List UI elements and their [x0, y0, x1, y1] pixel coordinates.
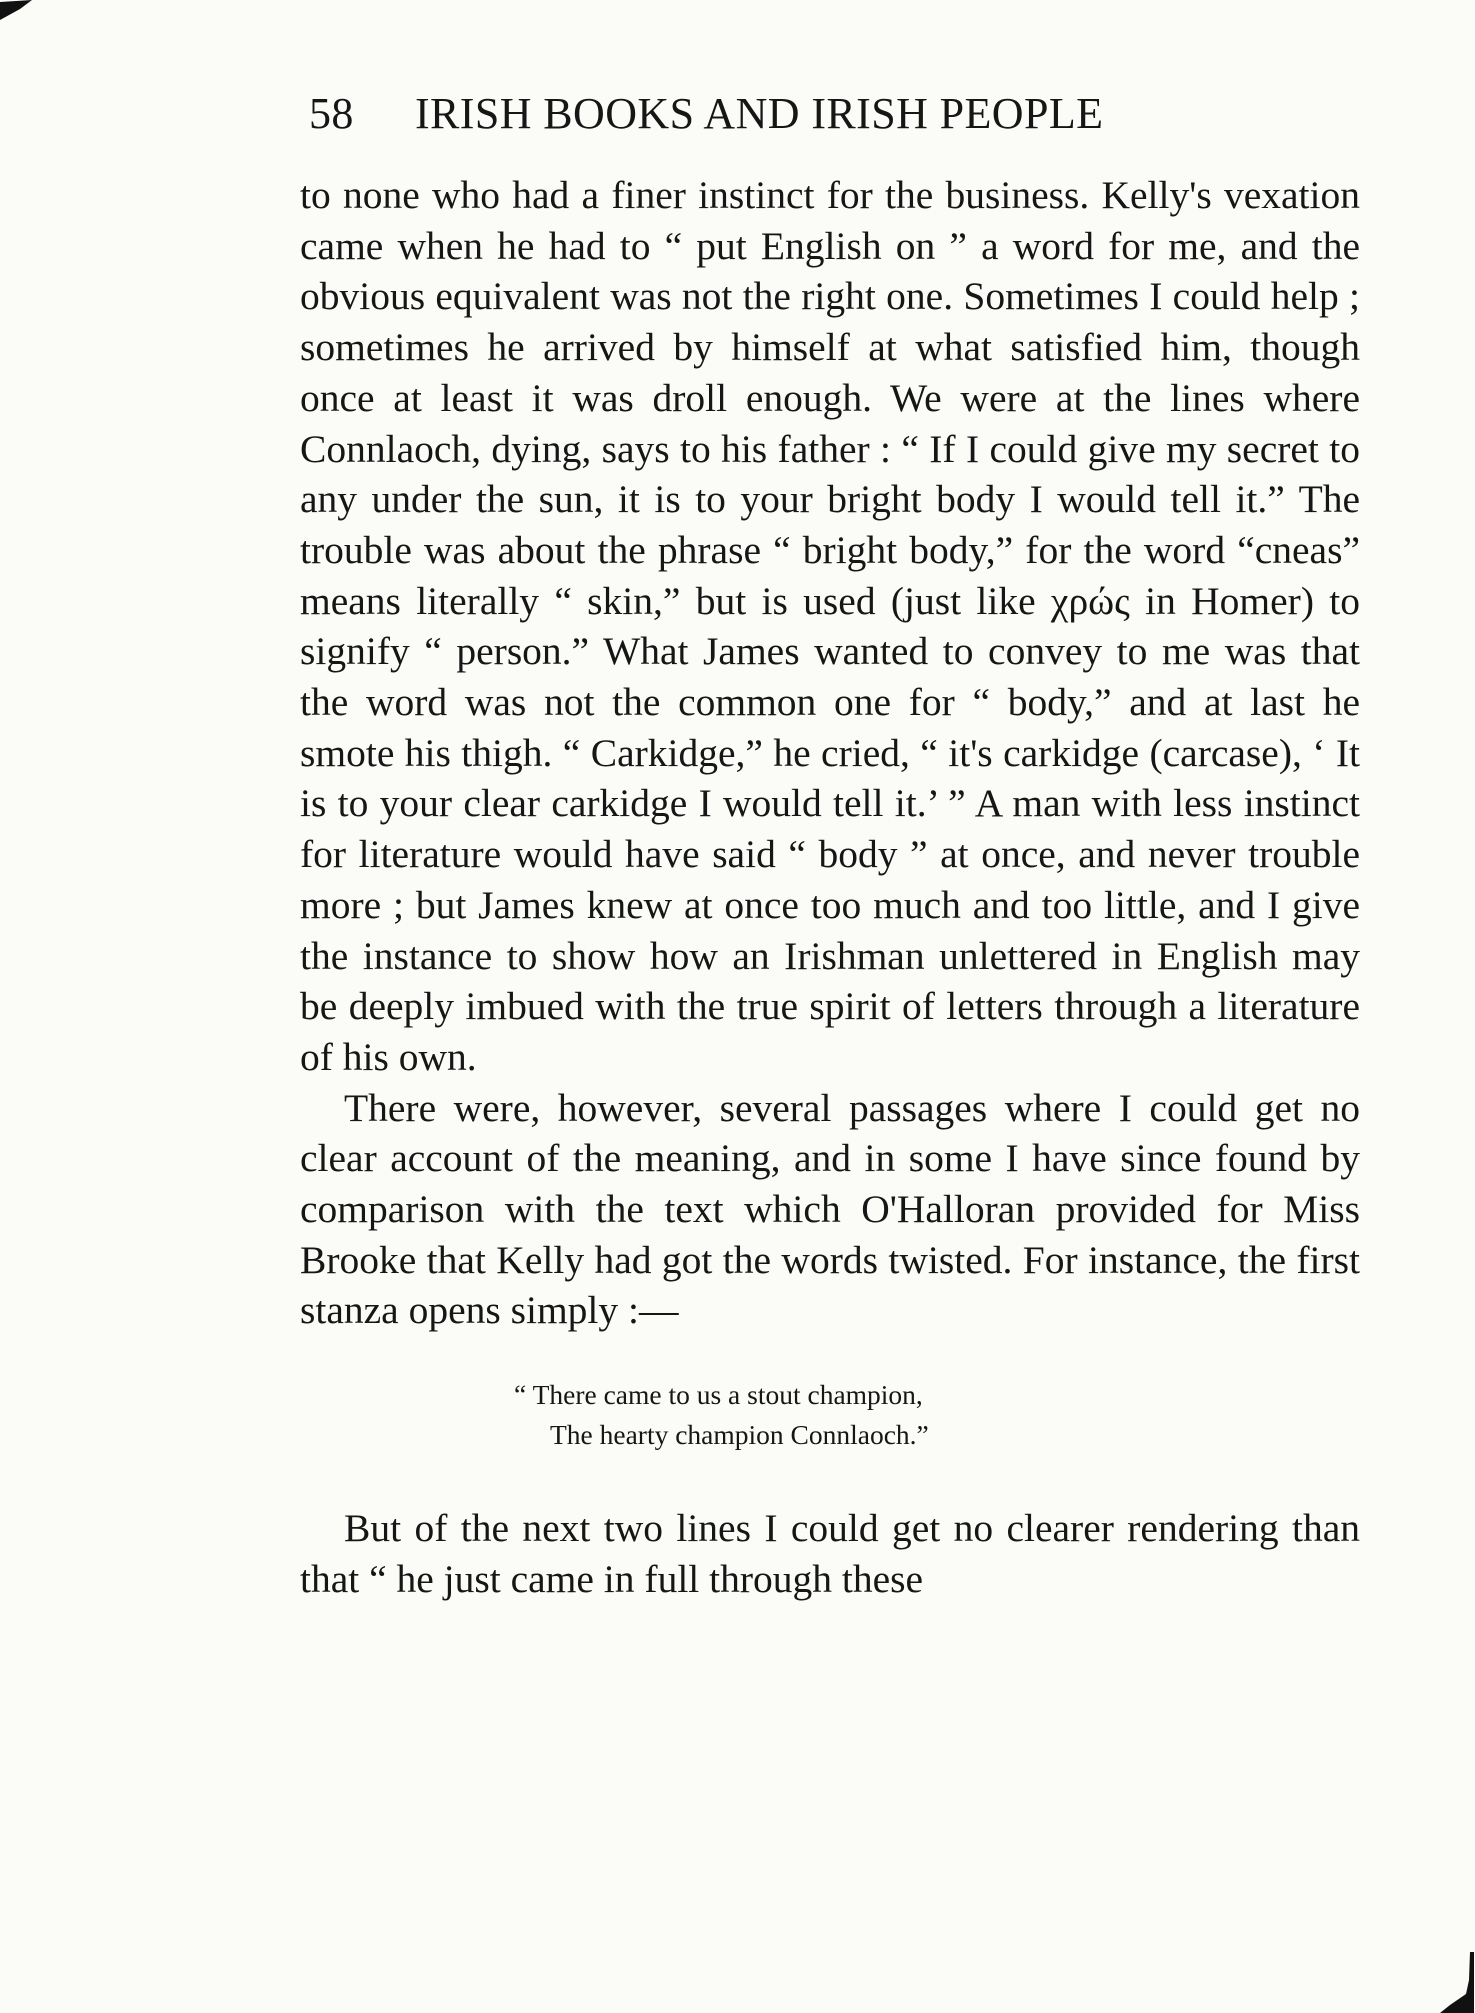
- paragraph: But of the next two lines I could get no clearer rendering than that “ he just came in full through these: [300, 1506, 1360, 1601]
- running-title: IRISH BOOKS AND IRISH PEOPLE: [415, 89, 1104, 138]
- paragraph: There were, however, several passages where I could get no clear account of the meaning, and in some I have since found by comparison with the text which O'Halloran provided for Miss Brooke that Kelly had got the words twisted. For instance, the first stanza opens simply :—: [300, 1085, 1360, 1333]
- running-head: [309, 86, 1359, 142]
- body-text: [300, 170, 1360, 1605]
- page-number: 58: [309, 89, 354, 138]
- bottom-right-page-corner-mark: [1436, 1950, 1475, 2013]
- top-left-page-corner-mark: [0, 0, 34, 22]
- verse-line: “ There came to us a stout champion,: [514, 1379, 923, 1411]
- paragraph: to none who had a finer instinct for the business. Kelly's vexation came when he had to “ put English on ” a word for me, and the obvious equivalent was not the right one. Sometimes I could help ; sometimes he arrived by himself at what satisfied him, though once at least it was droll enough. We were at the lines where Connlaoch, dying, says to his father : “ If I could give my secret to any under the sun, it is to your bright body I would tell it.” The trouble was about the phrase “ bright body,” for the word “cneas” means literally “ skin,” but is used (just like χρώς in Homer) to signify “ person.” What James wanted to convey to me was that the word was not the common one for “ body,” and at last he smote his thigh. “ Carkidge,” he cried, “ it's carkidge (carcase), ‘ It is to your clear carkidge I would tell it.’ ” A man with less instinct for literature would have said “ body ” at once, and never trouble more ; but James knew at once too much and too little, and I give the instance to show how an Irishman unlettered in English may be deeply imbued with the true spirit of letters through a literature of his own.: [300, 173, 1360, 1079]
- verse-quotation: [514, 1375, 1360, 1455]
- verse-line: The hearty champion Connlaoch.”: [550, 1419, 929, 1451]
